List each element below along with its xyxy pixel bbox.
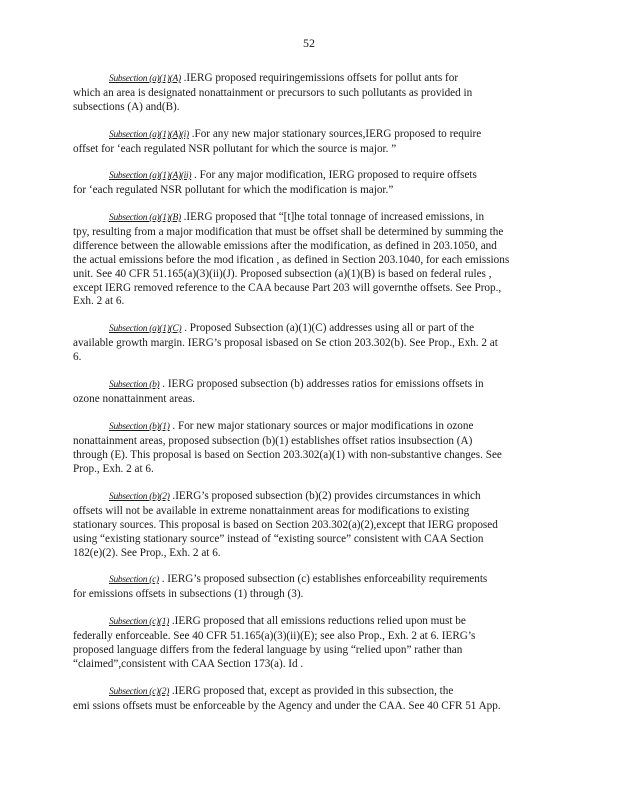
paragraph-line: Prop., Exh. 2 at 6.: [73, 462, 154, 475]
subsection-heading: Subsection (b)(2): [109, 492, 170, 502]
paragraph-subsection-a1Aii: [73, 169, 529, 198]
paragraph-line: offsets will not be available in extreme nonattainment areas for modifications to existing: [73, 504, 470, 517]
subsection-heading: Subsection (a)(1)(A): [109, 74, 181, 84]
paragraph-line: Subsection (a)(1)(A)(i) .For any new major stationary sources,IERG proposed to require: [109, 128, 482, 140]
paragraph-line: which an area is designated nonattainment or precursors to such pollutants as provided in: [73, 86, 473, 99]
paragraph-subsection-a1B: [73, 211, 529, 309]
paragraph-subsection-b2: [73, 490, 529, 561]
subsection-heading: Subsection (a)(1)(A)(i): [109, 130, 189, 140]
paragraph-line: Subsection (a)(1)(A) .IERG proposed requiringemissions offsets for pollut ants for: [109, 72, 459, 84]
paragraph-line: the actual emissions before the mod ification , as defined in Section 203.1040, for each emissions: [73, 253, 510, 266]
paragraph-subsection-a1A: [73, 72, 529, 115]
paragraph-line: stationary sources. This proposal is based on Section 203.302(a)(2),except that IERG proposed: [73, 518, 498, 531]
paragraph-line: nonattainment areas, proposed subsection (b)(1) establishes offset ratios insubsection (A): [73, 434, 473, 447]
paragraph-line: except IERG removed reference to the CAA because Part 203 will governthe offsets. See Prop.,: [73, 281, 502, 294]
paragraph-line: “claimed”,consistent with CAA Section 173(a). Id .: [73, 657, 304, 670]
paragraph-line: Subsection (c)(1) .IERG proposed that all emissions reductions relied upon must be: [109, 615, 466, 627]
paragraph-line: 182(e)(2). See Prop., Exh. 2 at 6.: [73, 546, 221, 559]
paragraph-line: ozone nonattainment areas.: [73, 392, 196, 405]
paragraph-line: federally enforceable. See 40 CFR 51.165(a)(3)(ii)(E); see also Prop., Exh. 2 at 6. IERG’s: [73, 629, 476, 642]
paragraph-line: tpy, resulting from a major modification that must be offset shall be determined by summing the: [73, 225, 504, 238]
subsection-heading: Subsection (b)(1): [109, 422, 170, 432]
paragraph-line: Subsection (c)(2) .IERG proposed that, except as provided in this subsection, the: [109, 685, 454, 697]
subsection-heading: Subsection (a)(1)(A)(ii): [109, 171, 192, 181]
paragraph-line: Exh. 2 at 6.: [73, 295, 125, 308]
paragraph-line: 6.: [73, 350, 82, 363]
paragraph-line: using “existing stationary source” instead of “existing source” consistent with CAA Section: [73, 532, 484, 545]
paragraph-subsection-c2: [73, 685, 529, 714]
paragraph-line: difference between the allowable emissions after the modification, as defined in 203.1050, and: [73, 239, 497, 252]
paragraph-line: Subsection (a)(1)(B) .IERG proposed that “[t]he total tonnage of increased emissions, in: [109, 211, 485, 223]
paragraph-line: Subsection (b)(2) .IERG’s proposed subsection (b)(2) provides circumstances in which: [109, 490, 481, 502]
paragraph-line: Subsection (b)(1) . For new major stationary sources or major modifications in ozone: [109, 420, 474, 432]
paragraph-line: Subsection (b) . IERG proposed subsection (b) addresses ratios for emissions offsets in: [109, 378, 484, 390]
paragraph-line: for ‘each regulated NSR pollutant for which the modification is major.”: [73, 183, 394, 196]
paragraph-subsection-b1: [73, 420, 529, 477]
paragraph-subsection-a1Ai: [73, 128, 529, 157]
paragraph-line: available growth margin. IERG’s proposal isbased on Se ction 203.302(b). See Prop., Exh. 2 at: [73, 336, 498, 349]
subsection-heading: Subsection (b): [109, 380, 160, 390]
paragraph-line: offset for ‘each regulated NSR pollutant for which the source is major. ”: [73, 142, 397, 155]
paragraph-line: Subsection (c) . IERG’s proposed subsection (c) establishes enforceability requirements: [109, 573, 488, 585]
subsection-heading: Subsection (c)(1): [109, 617, 170, 627]
paragraph-line: Subsection (a)(1)(C) . Proposed Subsection (a)(1)(C) addresses using all or part of the: [109, 322, 475, 334]
paragraph-line: for emissions offsets in subsections (1) through (3).: [73, 587, 304, 600]
paragraph-line: Subsection (a)(1)(A)(ii) . For any major modification, IERG proposed to require offsets: [109, 169, 477, 181]
paragraph-subsection-c: [73, 573, 529, 602]
paragraph-line: subsections (A) and(B).: [73, 100, 180, 113]
paragraph-line: proposed language differs from the federal language by using “relied upon” rather than: [73, 643, 463, 656]
subsection-heading: Subsection (a)(1)(C): [109, 324, 182, 334]
paragraph-line: emi ssions offsets must be enforceable by the Agency and under the CAA. See 40 CFR 51 App.: [73, 699, 501, 712]
paragraph-subsection-c1: [73, 615, 529, 672]
paragraph-subsection-b: [73, 378, 529, 407]
paragraph-line: through (E). This proposal is based on Section 203.302(a)(1) with non-substantive changes. See: [73, 448, 502, 461]
paragraph-line: unit. See 40 CFR 51.165(a)(3)(ii)(J). Proposed subsection (a)(1)(B) is based on federal rules ,: [73, 267, 492, 280]
paragraph-subsection-a1C: [73, 322, 529, 365]
page-number: 52: [303, 36, 315, 50]
subsection-heading: Subsection (c): [109, 575, 159, 585]
subsection-heading: Subsection (c)(2): [109, 687, 170, 697]
subsection-heading: Subsection (a)(1)(B): [109, 213, 181, 223]
